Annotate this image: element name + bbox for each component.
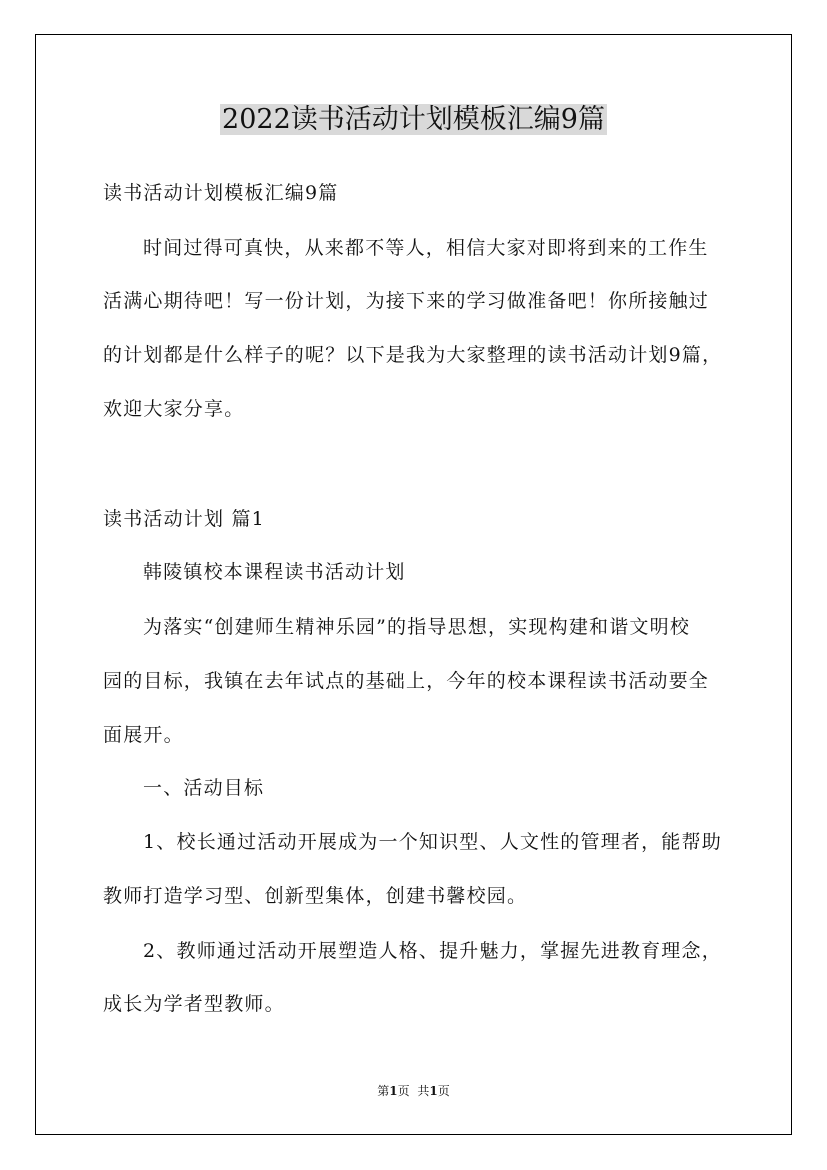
paragraph-line-2: 园的目标，我镇在去年试点的基础上，今年的校本课程读书活动要全	[103, 670, 710, 692]
intro-line-1: 时间过得可真快，从来都不等人，相信大家对即将到来的工作生	[143, 237, 709, 259]
goal2-line-2: 成长为学者型教师。	[103, 993, 285, 1015]
total-pages: 1	[429, 1084, 438, 1098]
page-number: 1	[389, 1084, 398, 1098]
intro-line-3: 的计划都是什么样子的呢？以下是我为大家整理的读书活动计划9篇，	[103, 344, 723, 366]
goal1-line-2: 教师打造学习型、创新型集体，创建书馨校园。	[103, 885, 528, 907]
document-subtitle: 读书活动计划模板汇编9篇	[103, 182, 339, 204]
goal2-line-1: 2、教师通过活动开展塑造人格、提升魅力，掌握先进教育理念，	[143, 940, 722, 962]
paragraph-line-3: 面展开。	[103, 724, 184, 746]
document-title	[0, 98, 827, 142]
page-suffix: 页	[397, 1084, 410, 1098]
paragraph-line-1: 为落实“创建师生精神乐园”的指导思想，实现构建和谐文明校	[143, 616, 691, 638]
section-heading: 读书活动计划 篇1	[103, 508, 265, 530]
total-suffix: 页	[437, 1084, 450, 1098]
plan-title: 韩陵镇校本课程读书活动计划	[143, 561, 406, 583]
page-prefix: 第	[377, 1084, 390, 1098]
page-footer	[0, 1082, 827, 1100]
goal-heading: 一、活动目标	[143, 777, 265, 799]
intro-line-4: 欢迎大家分享。	[103, 398, 245, 420]
intro-line-2: 活满心期待吧！写一份计划，为接下来的学习做准备吧！你所接触过	[103, 290, 710, 312]
document-title-text: 2022读书活动计划模板汇编9篇	[222, 104, 605, 135]
total-prefix: 共	[417, 1084, 430, 1098]
goal1-line-1: 1、校长通过活动开展成为一个知识型、人文性的管理者，能帮助	[143, 831, 722, 853]
